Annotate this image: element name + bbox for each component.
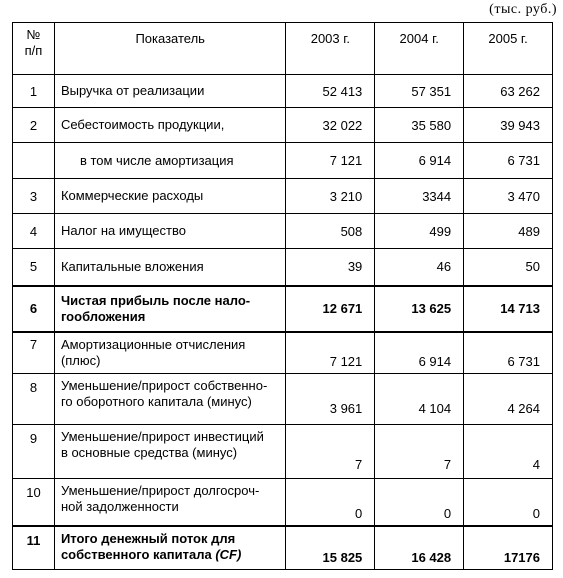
row-name: Коммерческие расходы (54, 179, 286, 214)
table-row (13, 479, 553, 526)
row-value-2003: 32 022 (286, 108, 375, 143)
row-name: Капитальные вложения (54, 249, 286, 286)
row-value-2004: 3344 (375, 179, 464, 214)
row-value-2005: 14 713 (464, 286, 553, 332)
row-value-2004: 16 428 (375, 526, 464, 570)
row-value-2005: 50 (464, 249, 553, 286)
row-value-2005: 489 (464, 214, 553, 249)
row-name: Налог на имущество (54, 214, 286, 249)
header-num: № п/п (13, 23, 55, 75)
table-row (13, 143, 553, 179)
row-value-2003: 0 (286, 479, 375, 526)
row-value-2004: 46 (375, 249, 464, 286)
row-name: в том числе амортизация (54, 143, 286, 179)
row-value-2003: 3 210 (286, 179, 375, 214)
table-row (13, 75, 553, 108)
row-value-2003: 12 671 (286, 286, 375, 332)
unit-note: (тыс. руб.) (489, 2, 557, 17)
row-num: 9 (13, 425, 55, 479)
row-num: 1 (13, 75, 55, 108)
row-value-2004: 4 104 (375, 374, 464, 425)
table-row (13, 214, 553, 249)
row-value-2003: 7 (286, 425, 375, 479)
row-value-2003: 15 825 (286, 526, 375, 570)
row-name: Чистая прибыль после нало- гообложения (54, 286, 286, 332)
row-value-2004: 13 625 (375, 286, 464, 332)
row-value-2004: 6 914 (375, 143, 464, 179)
row-value-2005: 17176 (464, 526, 553, 570)
row-value-2004: 499 (375, 214, 464, 249)
header-indicator: Показатель (54, 23, 286, 75)
row-value-2005: 39 943 (464, 108, 553, 143)
row-name: Уменьшение/прирост собственно- го оборотного капитала (минус) (54, 374, 286, 425)
header-year-2003: 2003 г. (286, 23, 375, 75)
table-row (13, 526, 553, 570)
row-value-2003: 7 121 (286, 332, 375, 374)
row-value-2004: 0 (375, 479, 464, 526)
table-row (13, 179, 553, 214)
row-num: 6 (13, 286, 55, 332)
row-value-2005: 4 (464, 425, 553, 479)
row-num: 2 (13, 108, 55, 143)
header-year-2005: 2005 г. (464, 23, 553, 75)
row-value-2005: 63 262 (464, 75, 553, 108)
row-num: 5 (13, 249, 55, 286)
row-name: Уменьшение/прирост долгосроч- ной задолженности (54, 479, 286, 526)
row-name: Уменьшение/прирост инвестиций в основные средства (минус) (54, 425, 286, 479)
row-num: 8 (13, 374, 55, 425)
row-num: 7 (13, 332, 55, 374)
row-value-2003: 508 (286, 214, 375, 249)
row-num: 3 (13, 179, 55, 214)
header-row (13, 23, 553, 75)
table-row (13, 332, 553, 374)
table-row (13, 425, 553, 479)
row-value-2005: 6 731 (464, 143, 553, 179)
row-name: Себестоимость продукции, (54, 108, 286, 143)
row-value-2003: 39 (286, 249, 375, 286)
row-name: Итого денежный поток для собственного капитала (CF) (54, 526, 286, 570)
row-num: 10 (13, 479, 55, 526)
row-name: Выручка от реализации (54, 75, 286, 108)
row-value-2003: 52 413 (286, 75, 375, 108)
row-value-2003: 3 961 (286, 374, 375, 425)
row-num: 11 (13, 526, 55, 570)
table-row (13, 249, 553, 286)
header-year-2004: 2004 г. (375, 23, 464, 75)
row-num (13, 143, 55, 179)
table-row (13, 374, 553, 425)
row-value-2003: 7 121 (286, 143, 375, 179)
row-value-2005: 3 470 (464, 179, 553, 214)
row-value-2004: 7 (375, 425, 464, 479)
financial-table (12, 22, 553, 570)
table-row (13, 108, 553, 143)
row-value-2005: 0 (464, 479, 553, 526)
row-name: Амортизационные отчисления (плюс) (54, 332, 286, 374)
row-value-2004: 57 351 (375, 75, 464, 108)
row-value-2005: 6 731 (464, 332, 553, 374)
row-value-2004: 35 580 (375, 108, 464, 143)
row-value-2005: 4 264 (464, 374, 553, 425)
row-value-2004: 6 914 (375, 332, 464, 374)
row-num: 4 (13, 214, 55, 249)
table-row (13, 286, 553, 332)
